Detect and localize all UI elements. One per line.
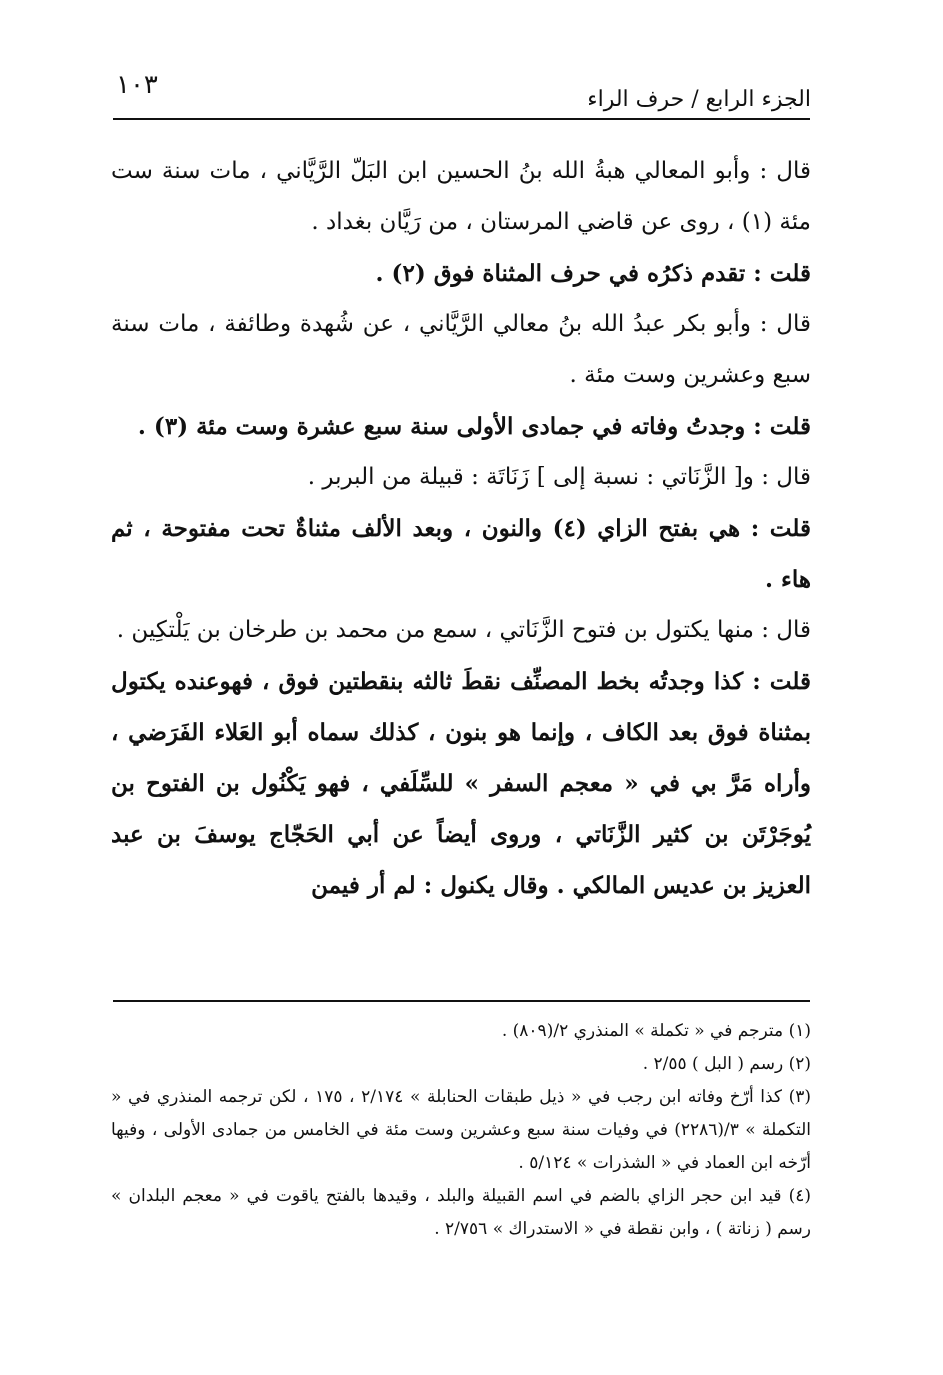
- footnote-1: (١) مترجم في « تكملة » المنذري ٢/(٨٠٩) .: [501, 1021, 811, 1041]
- main-text: [111, 146, 811, 911]
- paragraph-3: قال : وأبو بكر عبدُ الله بنُ معالي الرَّيَّاني ، عن شُهدة وطائفة ، مات سنة سبع وعشرين وست مئة .: [111, 311, 811, 388]
- paragraph-7: قال : منها يكتول بن فتوح الزَّنَاتي ، سمع من محمد بن طرخان بن يَلْتكِين .: [116, 617, 811, 643]
- paragraph-5: قال : و[ الزَّنَاتي : نسبة إلى ] زَنَاتَة : قبيلة من البربر .: [307, 464, 811, 490]
- running-title: الجزء الرابع / حرف الراء: [587, 87, 811, 112]
- footnote-3: (٣) كذا أرّخ وفاته ابن رجب في « ذيل طبقات الحنابلة » ٢/١٧٤ ، ١٧٥ ، لكن ترجمه المنذري في « التكملة » ٣/(٢٢٨٦) في وفيات سنة سبع وعشرين وست مئة في الخامس من جمادى الأولى ، وفيها أرّخه ابن العماد في « الشذرات » ٥/١٢٤ .: [111, 1087, 811, 1173]
- footnote-4: (٤) قيد ابن حجر الزاي بالضم في اسم القبيلة والبلد ، وقيدها بالفتح ياقوت في « معجم البلدان » رسم ( زناتة ) ، وابن نقطة في « الاستدراك » ٢/٧٥٦ .: [111, 1186, 811, 1239]
- page-number: ١٠٣: [116, 70, 158, 100]
- paragraph-4: قلت : وجدتُ وفاته في جمادى الأولى سنة سبع عشرة وست مئة (٣) .: [137, 413, 811, 440]
- footnote-rule: [113, 1000, 810, 1002]
- header-rule: [113, 118, 810, 120]
- paragraph-6: قلت : هي بفتح الزاي (٤) والنون ، وبعد الألف مثناةٌ تحت مفتوحة ، ثم هاء .: [111, 515, 811, 593]
- footnotes: [111, 1015, 811, 1246]
- paragraph-2: قلت : تقدم ذكرُه في حرف المثناة فوق (٢) .: [375, 260, 811, 287]
- paragraph-1: قال : وأبو المعالي هبةُ الله بنُ الحسين ابن البَلّ الرَّيَّاني ، مات سنة ست مئة (١) ، روى عن قاضي المرستان ، من رَيَّان بغداد .: [111, 158, 811, 235]
- footnote-2: (٢) رسم ( البل ) ٢/٥٥ .: [642, 1054, 811, 1074]
- paragraph-8: قلت : كذا وجدتُه بخط المصنِّف نقطَ ثالثه بنقطتين فوق ، فهوعنده يكتول بمثناة فوق بعد الكاف ، وإنما هو بنون ، كذلك سماه أبو العَلاء الفَرَضي ، وأراه مَرَّ بي في « معجم السفر » للسِّلَفي ، فهو يَكْنُول بن الفتوح بن يُوجَرْتَن بن كثير الزَّنَاتي ، وروى أيضاً عن أبي الحَجّاج يوسفَ بن عبد العزيز بن عديس المالكي . وقال يكنول : لم أر فيمن: [111, 668, 811, 899]
